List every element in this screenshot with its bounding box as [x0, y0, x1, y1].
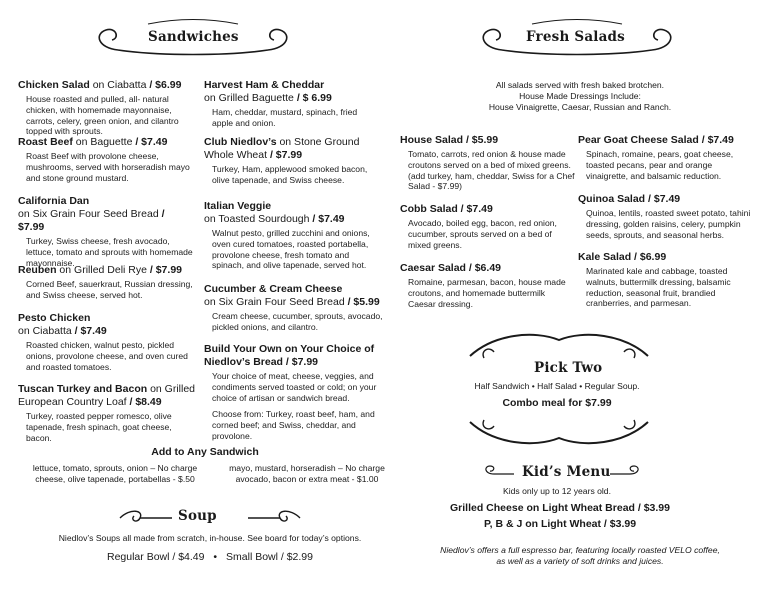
addons-left: lettuce, tomato, sprouts, onion – No charge cheese, olive tapenade, portabellas - $.50: [32, 463, 198, 484]
pick-two-combo: Combo meal for $7.99: [502, 397, 612, 409]
menu-item: Italian Veggie on Toasted Sourdough / $7.49 Walnut pesto, grilled zucchini and onions, oven cured tomatoes, roasted portabella, provolone cheese, fresh tomato and spinach, and olive tapenade, served hot.: [204, 200, 370, 271]
salad-item: Caesar Salad / $6.49 Romaine, parmesan, bacon, house made croutons, and homemade buttermilk Caesar dressing.: [400, 262, 566, 309]
pick-two-flourish-bottom: [464, 412, 654, 452]
soup-prices: Regular Bowl / $4.49 • Small Bowl / $2.99: [107, 551, 313, 563]
pick-two-title: Pick Two: [534, 360, 603, 376]
kids-item: Grilled Cheese on Light Wheat Bread / $3.99: [450, 502, 670, 514]
menu-item: Harvest Ham & Cheddar on Grilled Baguette / $ 6.99 Ham, cheddar, mustard, spinach, fried apple and onion.: [204, 79, 358, 128]
footer-note: Niedlov’s offers a full espresso bar, featuring locally roasted VELO coffee, as well as a variety of soft drinks and juices.: [440, 545, 720, 566]
menu-item: Cucumber & Cream Cheese on Six Grain Four Seed Bread / $5.99 Cream cheese, cucumber, sprouts, avocado, pickled onions, and cilantro.: [204, 283, 383, 332]
salad-item: Kale Salad / $6.99 Marinated kale and cabbage, toasted walnuts, buttermilk dressing, balsamic reduction, seasonal fruit, brandied cranberries, and parmesan.: [578, 251, 731, 309]
menu-item: Pesto Chicken on Ciabatta / $7.49 Roasted chicken, walnut pesto, pickled onions, provolone cheese, and oven cured and roasted tomatoes.: [18, 312, 188, 372]
addons-title: Add to Any Sandwich: [151, 446, 259, 458]
soup-description: Niedlov’s Soups all made from scratch, in-house. See board for today’s options.: [58, 533, 362, 543]
salad-item: Quinoa Salad / $7.49 Quinoa, lentils, roasted sweet potato, tahini dressing, golden raisins, celery, pumpkin seeds, sprouts, and seasonal herbs.: [578, 193, 751, 240]
salad-item: Cobb Salad / $7.49 Avocado, boiled egg, bacon, red onion, cucumber, sprouts served on a bed of mixed greens.: [400, 203, 557, 250]
kids-title: Kid’s Menu: [522, 464, 611, 480]
kids-item: P, B & J on Light Wheat / $3.99: [483, 518, 637, 530]
menu-item: Club Niedlov’s on Stone Ground Whole Wheat / $7.99 Turkey, Ham, applewood smoked bacon, olive tapenade, and Swiss cheese.: [204, 136, 368, 185]
sandwiches-title: Sandwiches: [148, 29, 239, 45]
menu-item: Tuscan Turkey and Bacon on Grilled European Country Loaf / $8.49 Turkey, roasted pepper romesco, olive tapenade, fresh spinach, goat cheese, bacon.: [18, 383, 196, 443]
salad-item: House Salad / $5.99 Tomato, carrots, red onion & house made croutons served on a bed of mixed greens. (add turkey, ham, cheddar, Swiss for a Chef Salad - $7.99): [400, 134, 575, 192]
salad-item: Pear Goat Cheese Salad / $7.49 Spinach, romaine, pears, goat cheese, toasted pecans, pear and orange vinaigrette, and balsamic reduction.: [578, 134, 734, 181]
soup-title: Soup: [178, 508, 217, 524]
menu-item: Chicken Salad on Ciabatta / $6.99 House roasted and pulled, all- natural chicken, with homemade mayonnaise, carrots, celery, green onion, and cilantro topped with sprouts.: [18, 79, 182, 137]
addons-right: mayo, mustard, horseradish – No charge avocado, bacon or extra meat - $1.00: [229, 463, 385, 484]
salads-title: Fresh Salads: [526, 29, 625, 45]
menu-item: Reuben on Grilled Deli Rye / $7.99 Corned Beef, sauerkraut, Russian dressing, and Swiss cheese, served hot.: [18, 264, 193, 300]
kids-subtitle: Kids only up to 12 years old.: [503, 486, 611, 496]
kids-flourish-right: [608, 462, 644, 486]
salads-intro: All salads served with fresh baked brotchen. House Made Dressings Include: House Vinaigrette, Caesar, Russian and Ranch.: [488, 80, 672, 112]
menu-item: Build Your Own on Your Choice of Niedlov’s Bread / $7.99 Your choice of meat, cheese, veggies, and condiments served toasted or cold; on your choice of artisan or sandwich bread. Choose from: Turkey, roast beef, ham, and corned beef; and Swiss, cheddar, and provolone.: [204, 343, 377, 441]
menu-item: Roast Beef on Baguette / $7.49 Roast Beef with provolone cheese, mushrooms, served with horseradish mayo and stone ground mustard.: [18, 136, 190, 183]
menu-item: California Dan on Six Grain Four Seed Bread / $7.99 Turkey, Swiss cheese, fresh avocado, lettuce, tomato and sprouts with homemade mayonnaise.: [18, 195, 193, 268]
kids-flourish-left: [480, 462, 516, 486]
pick-two-line: Half Sandwich • Half Salad • Regular Soup.: [474, 381, 640, 391]
